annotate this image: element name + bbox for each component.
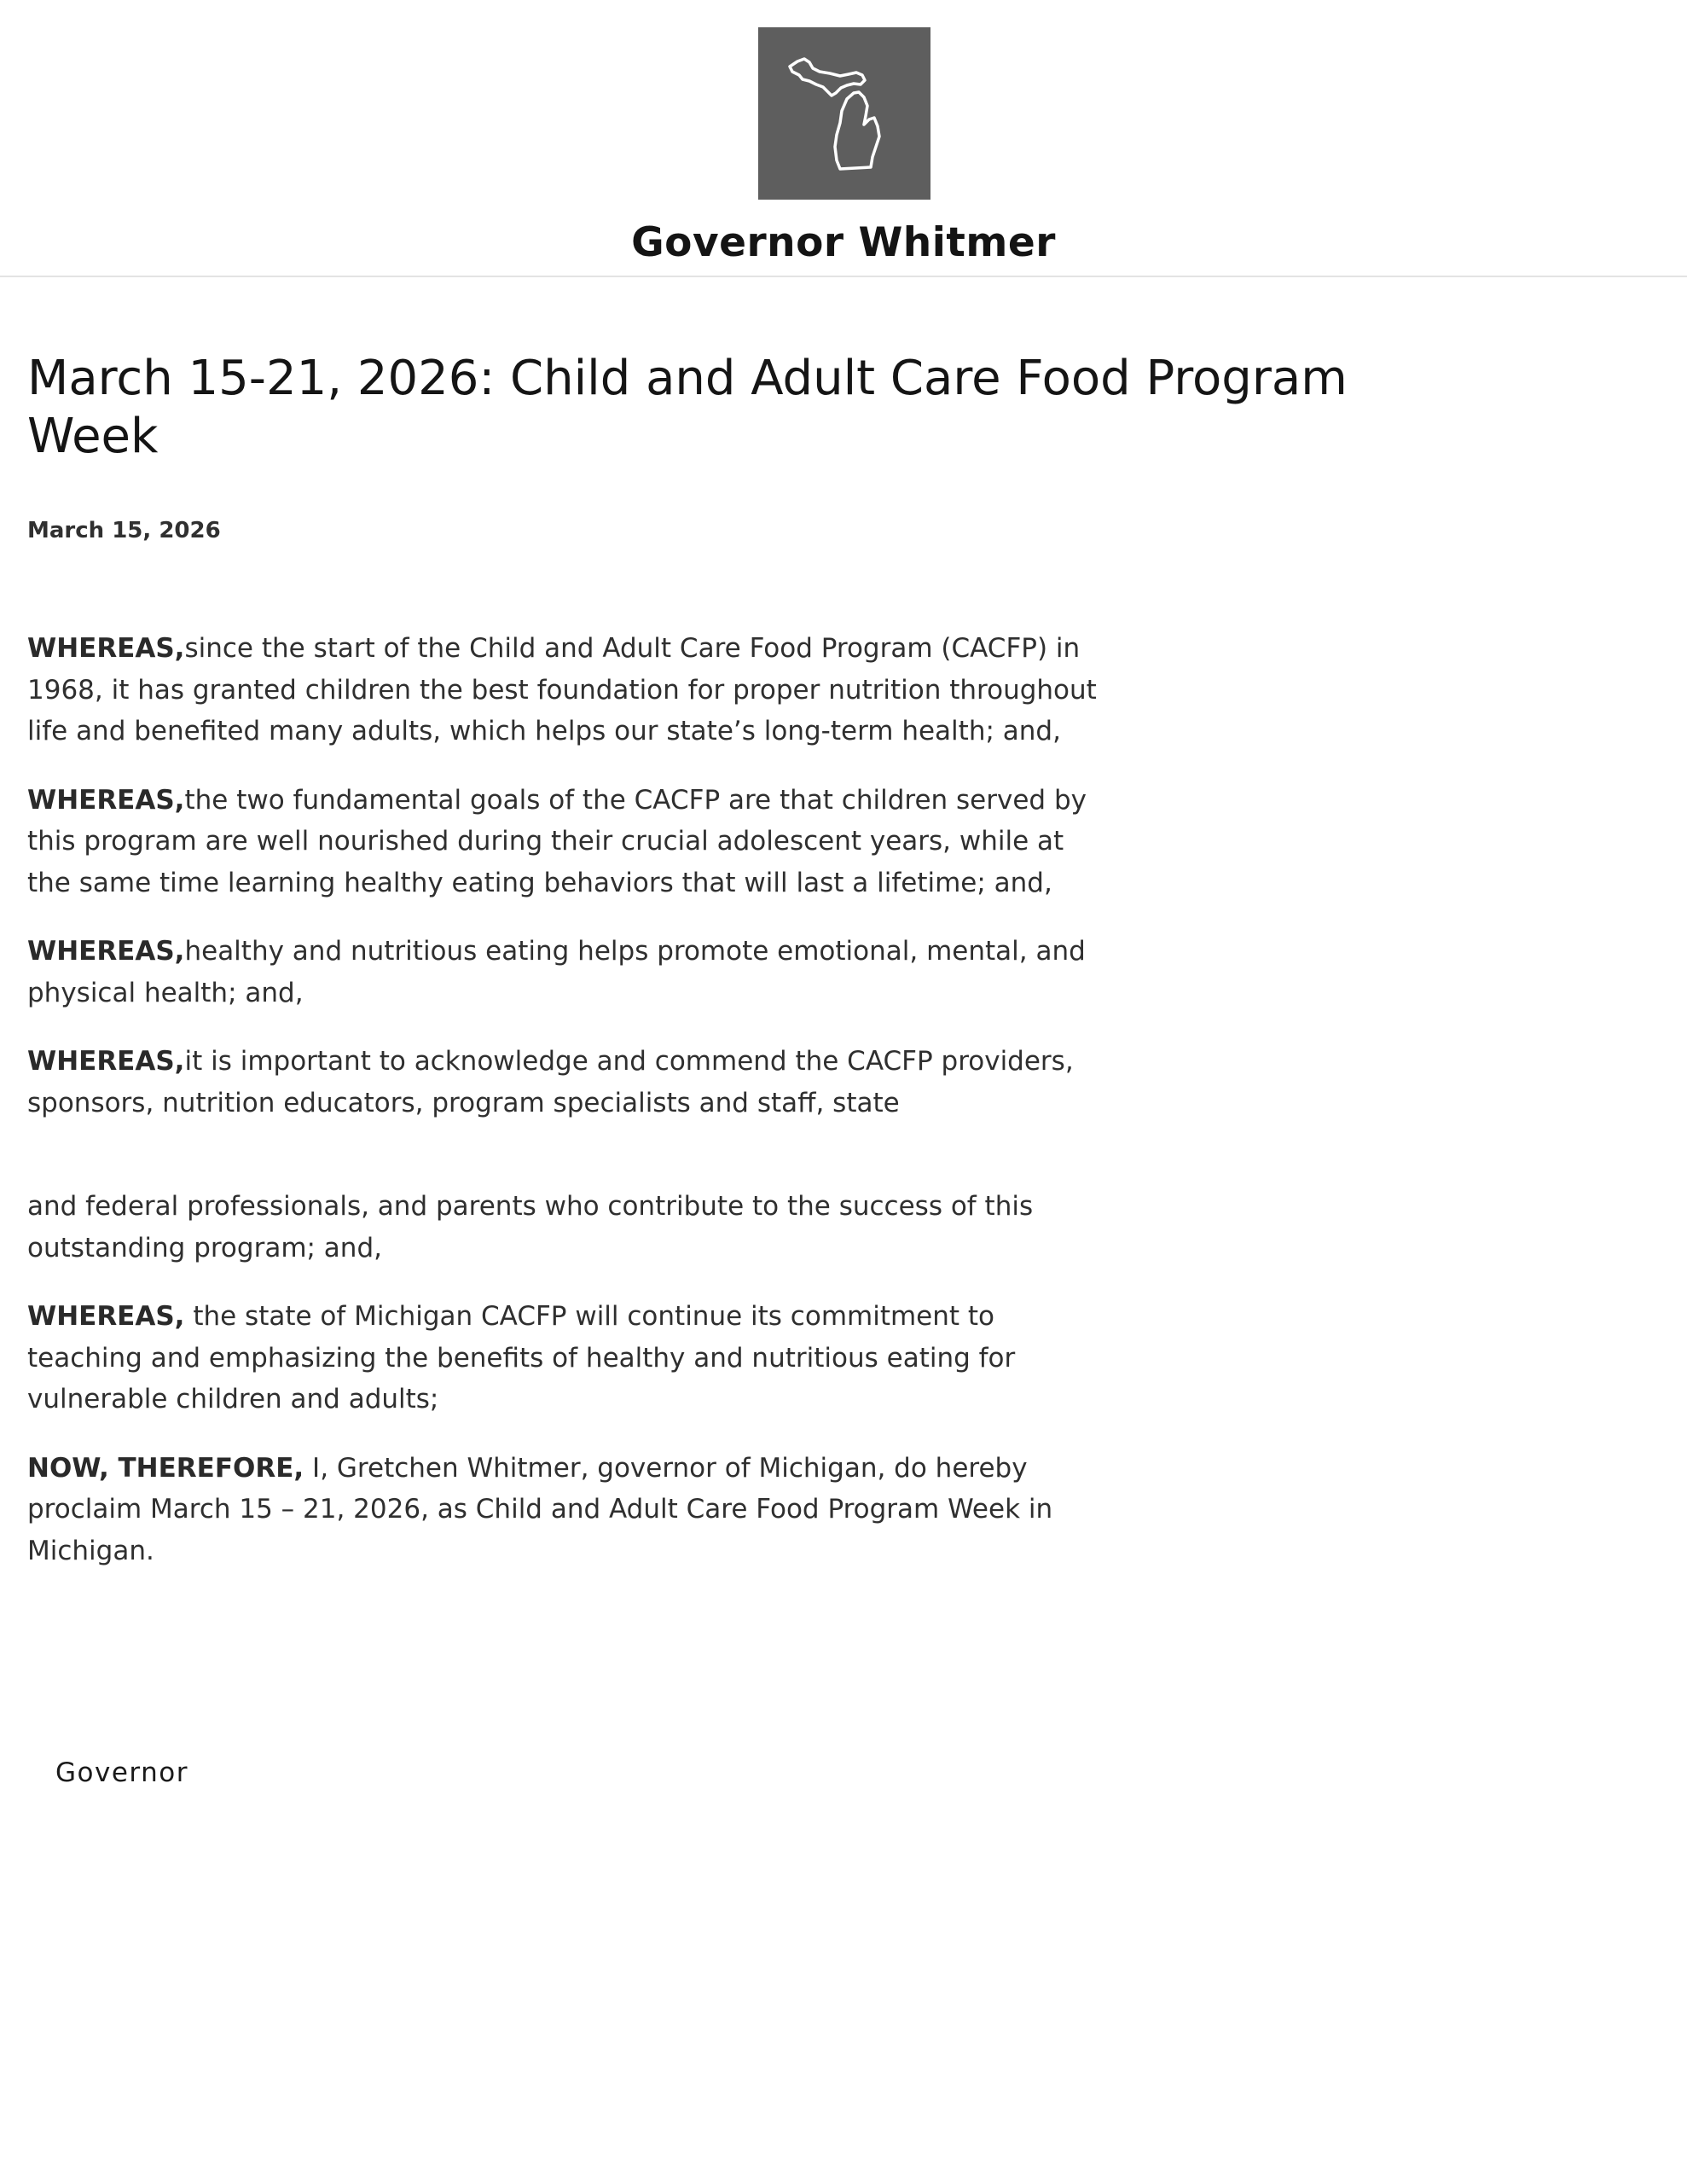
site-header: [0, 0, 1687, 277]
proclamation-paragraph: [27, 931, 1110, 1014]
paragraph-lead: WHEREAS,: [27, 784, 185, 816]
michigan-outline-icon: [758, 27, 930, 200]
site-title[interactable]: Governor Whitmer: [631, 219, 1056, 266]
paragraph-lead: WHEREAS,: [27, 1301, 185, 1332]
paragraph-lead: WHEREAS,: [27, 1046, 185, 1077]
paragraph-text: the two fundamental goals of the CACFP are that children served by this program are well nourished during their crucial adolescent years, while at the same time learning healthy eating behaviors that will last a lifetime; and,: [27, 784, 1087, 898]
paragraph-text: healthy and nutritious eating helps promote emotional, mental, and physical health; and,: [27, 936, 1086, 1008]
publish-date: March 15, 2026: [27, 518, 221, 543]
proclamation-paragraph: [27, 628, 1110, 752]
signature-title: Governor: [55, 1757, 188, 1788]
paragraph-text: I, Gretchen Whitmer, governor of Michigan, do hereby proclaim March 15 – 21, 2026, as Child and Adult Care Food Program Week in Michigan.: [27, 1452, 1053, 1566]
proclamation-paragraph: [27, 1296, 1110, 1420]
paragraph-lead: NOW, THEREFORE,: [27, 1452, 304, 1484]
home-logo-link[interactable]: [758, 27, 930, 200]
proclamation-conclusion: [27, 1448, 1110, 1572]
proclamation-body: [27, 628, 1110, 1599]
paragraph-text: since the start of the Child and Adult Care Food Program (CACFP) in 1968, it has granted children the best foundation for proper nutrition throughout life and benefited many adults, which helps our state’s long-term health; and,: [27, 633, 1097, 746]
proclamation-paragraph: [27, 1041, 1110, 1124]
proclamation-paragraph: [27, 780, 1110, 904]
paragraph-text: it is important to acknowledge and commend the CACFP providers, sponsors, nutrition educators, program specialists and staff, state: [27, 1046, 1074, 1118]
paragraph-lead: WHEREAS,: [27, 633, 185, 664]
paragraph-text: the state of Michigan CACFP will continue its commitment to teaching and emphasizing the benefits of healthy and nutritious eating for vulnerable children and adults;: [27, 1301, 1016, 1414]
page-title: March 15-21, 2026: Child and Adult Care Food Program Week: [27, 351, 1348, 464]
proclamation-paragraph-continued: [27, 1186, 1110, 1269]
paragraph-text: and federal professionals, and parents who contribute to the success of this outstanding program; and,: [27, 1191, 1034, 1263]
article: [27, 350, 1435, 543]
paragraph-lead: WHEREAS,: [27, 936, 185, 967]
